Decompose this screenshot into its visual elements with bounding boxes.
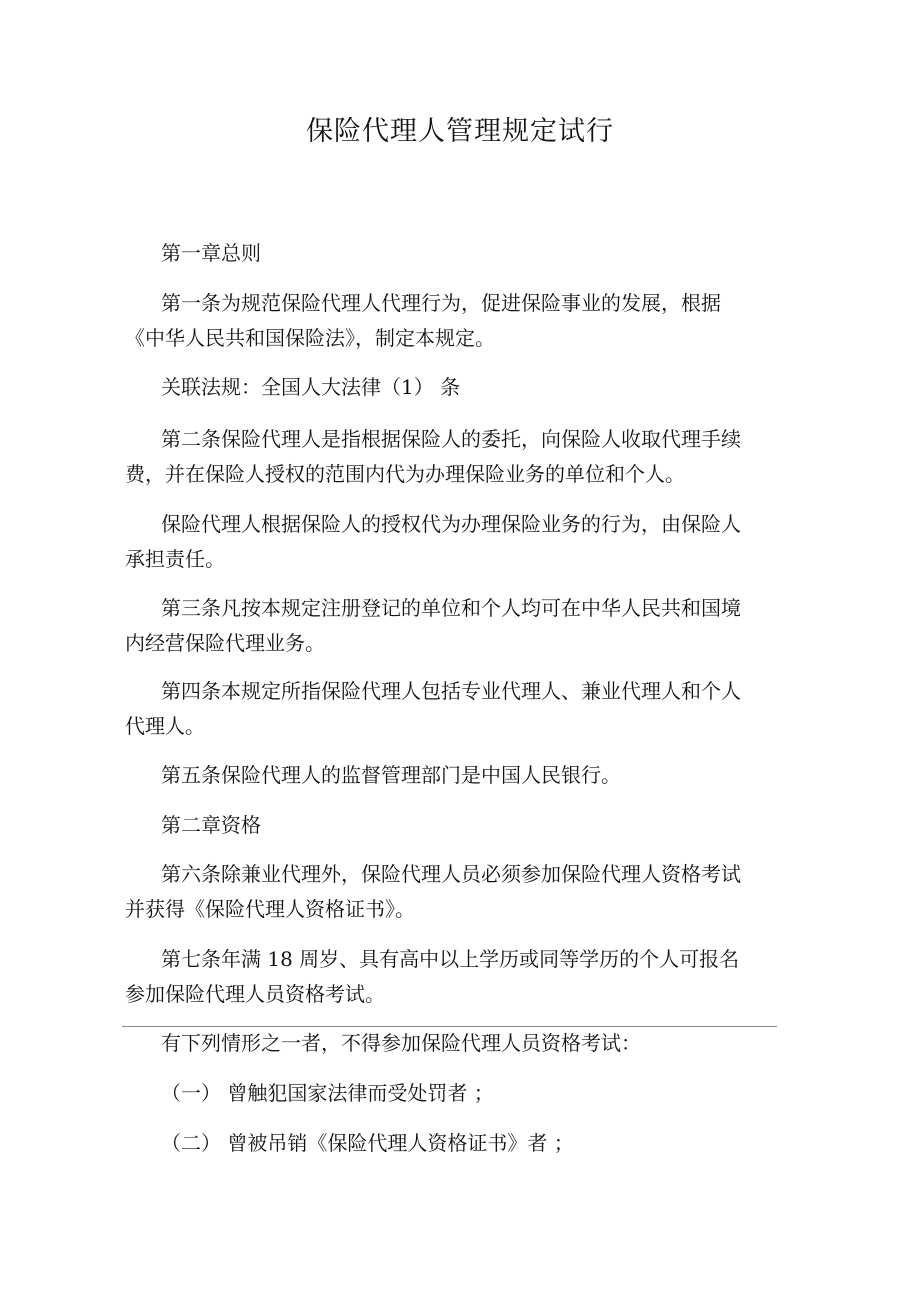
exclusion-intro: 有下列情形之一者，不得参加保险代理人员资格考试： [161, 1031, 641, 1055]
chapter-heading-1: 第一章总则 [161, 241, 261, 265]
article-7: 第七条年满 18 周岁、具有高中以上学历或同等学历的个人可报名参加保险代理人员资格考试。 [125, 947, 740, 1006]
article-5: 第五条保险代理人的监督管理部门是中国人民银行。 [161, 763, 621, 787]
article-2: 第二条保险代理人是指根据保险人的委托，向保险人收取代理手续费，并在保险人授权的范围内代为办理保险业务的单位和个人。 [125, 427, 741, 486]
article-3: 第三条凡按本规定注册登记的单位和个人均可在中华人民共和国境内经营保险代理业务。 [125, 596, 741, 655]
article-4: 第四条本规定所指保险代理人包括专业代理人、兼业代理人和个人代理人。 [125, 679, 741, 738]
article-6: 第六条除兼业代理外，保险代理人员必须参加保险代理人资格考试并获得《保险代理人资格证书》。 [125, 862, 741, 921]
related-regulation: 关联法规：全国人大法律（1） 条 [161, 375, 461, 399]
article-1: 第一条为规范保险代理人代理行为，促进保险事业的发展，根据《中华人民共和国保险法》，制定本规定。 [125, 291, 721, 350]
exclusion-item-1: （一） 曾触犯国家法律而受处罚者 ； [161, 1081, 494, 1105]
chapter-heading-2: 第二章资格 [161, 813, 261, 837]
article-2-paragraph-2: 保险代理人根据保险人的授权代为办理保险业务的行为，由保险人承担责任。 [125, 512, 741, 571]
exclusion-item-2: （二） 曾被吊销《保险代理人资格证书》者 ； [161, 1131, 574, 1155]
document-title: 保险代理人管理规定试行 [306, 116, 614, 147]
